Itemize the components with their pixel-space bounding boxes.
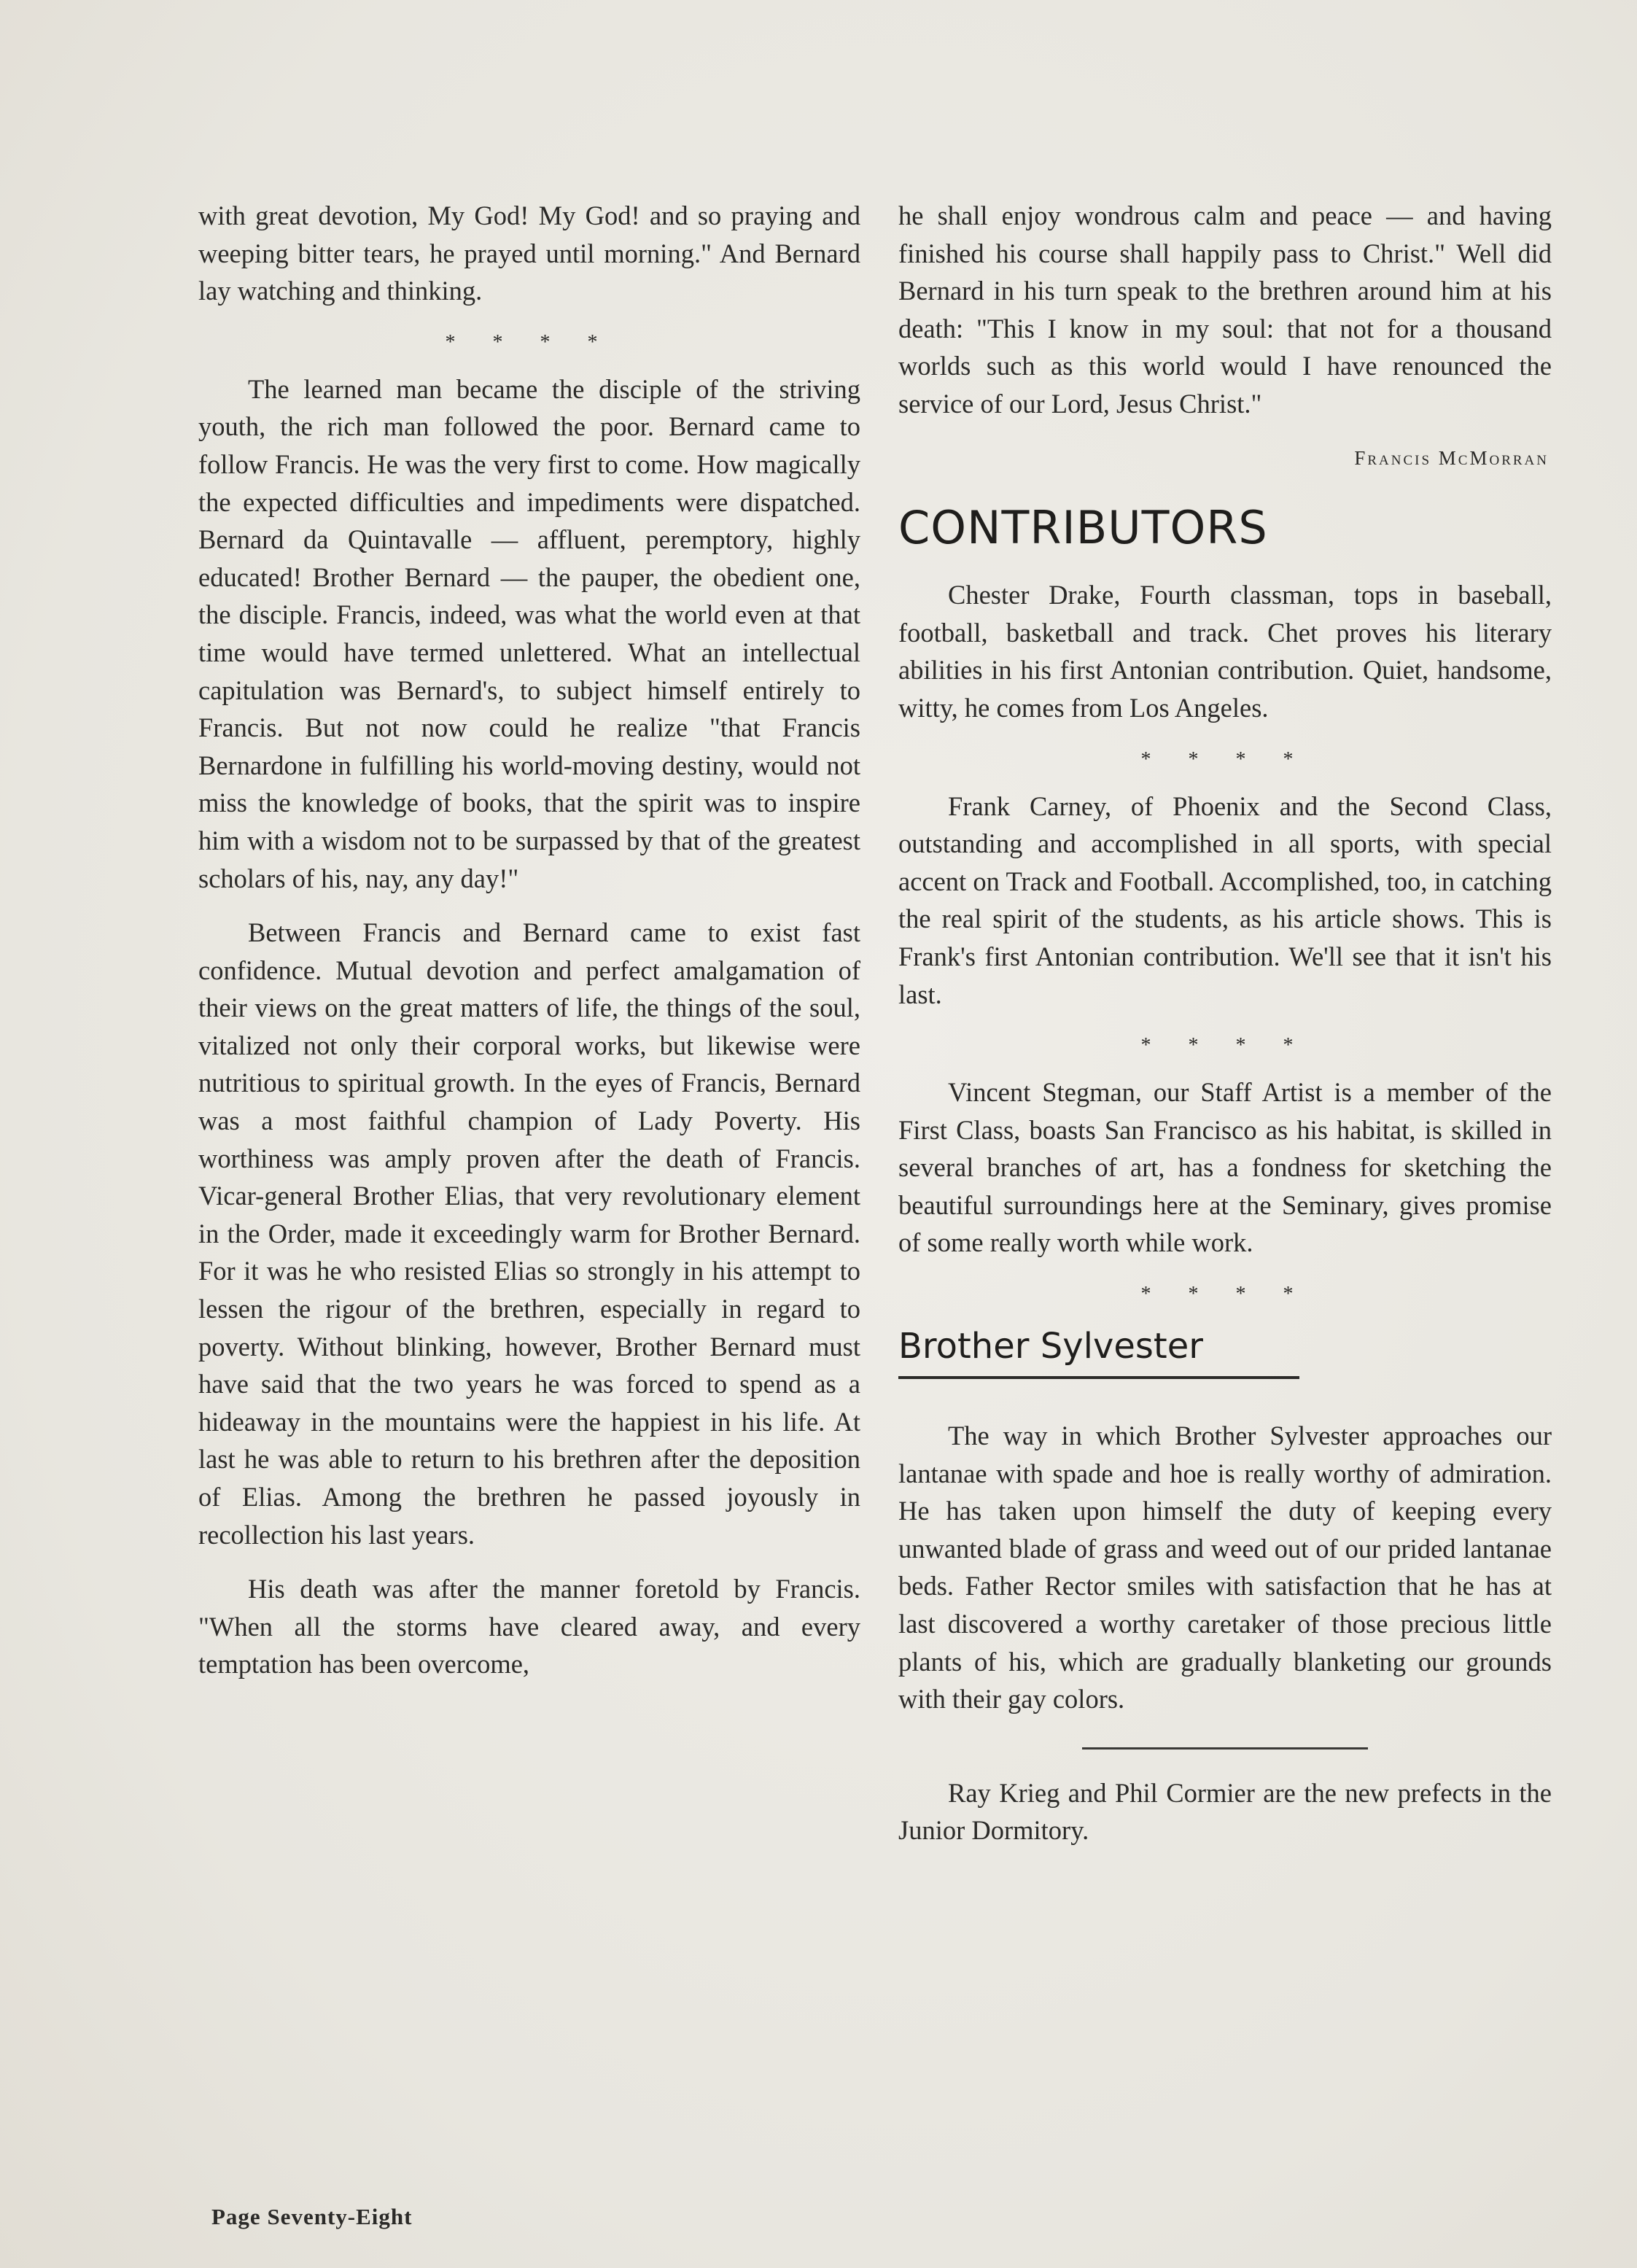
page-number: Page Seventy-Eight xyxy=(211,2204,413,2229)
body-paragraph: Ray Krieg and Phil Cormier are the new prefects in the Junior Dormitory. xyxy=(898,1777,1552,1846)
contributor-note: Chester Drake, Fourth classman, tops in baseball, football, basketball and track. Chet proves his literary abilities in his first Antonian contribution. Quiet, handsome, witty, he comes from Los Angeles. xyxy=(898,580,1552,723)
contributor-note: Vincent Stegman, our Staff Artist is a member of the First Class, boasts San Francisco as his habitat, is skilled in several branches of art, has a fondness for sketching the beautiful surroundings here at the Seminary, gives promise of some really worth while work. xyxy=(898,1077,1552,1258)
horizontal-rule xyxy=(1082,1747,1368,1749)
body-paragraph: with great devotion, My God! My God! and so praying and weeping bitter tears, he prayed until morning." And Bernard lay watching and thinking. xyxy=(198,201,860,306)
body-paragraph: The learned man became the disciple of the striving youth, the rich man followed the poor. Bernard came to follow Francis. He was the very first to come. How magically the expected difficulties and impediments were dispatched. Bernard da Quintavalle — affluent, peremptory, highly educated! Brother Bernard — the pauper, the obedient one, the disciple. Francis, indeed, was what the world even at that time would have termed unlettered. What an intellectual capitulation was Bernard's, to subject himself entirely to Francis. But not now could he realize "that Francis Bernardone in fulfilling his world-moving destiny, would not miss the knowledge of books, that the spirit was to inspire him with a wisdom not to be surpassed by that of the greatest scholars of his, nay, any day!" xyxy=(198,373,860,893)
section-separator-stars: * * * * xyxy=(445,330,614,354)
contributor-note: Frank Carney, of Phoenix and the Second Class, outstanding and accomplished in all sports, with special accent on Track and Football. Accomplished, too, in catching the real spirit of the students, as his article shows. This is Frank's first Antonian contribution. We'll see that it isn't his last. xyxy=(898,791,1552,1009)
body-paragraph: His death was after the manner foretold by Francis. "When all the storms have cleared away, and every temptation has been overcome, xyxy=(198,1574,860,1679)
brother-sylvester-heading: Brother Sylvester xyxy=(898,1322,1299,1379)
body-paragraph: Between Francis and Bernard came to exist fast confidence. Mutual devotion and perfect amalgamation of their views on the great matters of life, the things of the soul, vitalized not only their corporal works, but likewise were nutritious to spiritual growth. In the eyes of Francis, Bernard was a most faithful champion of Lady Poverty. His worthiness was amply proven after the death of Francis. Vicar-general Brother Elias, that very revolutionary element in the Order, made it exceedingly warm for Brother Bernard. For it was he who resisted Elias so strongly in his attempt to lessen the rigour of the brethren, especially in regard to poverty. Without blinking, however, Brother Bernard must have said that the two years he was forced to spend as a hideaway in the mountains were the happiest in his life. At last he was able to return to his brethren after the deposition of Elias. Among the brethren he passed joyously in recollection his last years. xyxy=(198,917,860,1550)
body-paragraph: The way in which Brother Sylvester approaches our lantanae with spade and hoe is really worthy of admiration. He has taken upon himself the duty of keeping every unwanted blade of grass and weed out of our prided lantanae beds. Father Rector smiles with satisfaction that he has at last discovered a worthy caretaker of those precious little plants of his, which are gradually blanketing our grounds with their gay colors. xyxy=(898,1421,1552,1714)
body-paragraph: he shall enjoy wondrous calm and peace — and having finished his course shall happily pass to Christ." Well did Bernard in his turn speak to the brethren around him at his death: "This I know in my soul: that not for a thousand worlds such as this world would I have renounced the service of our Lord, Jesus Christ." xyxy=(898,201,1552,419)
section-separator-stars: * * * * xyxy=(1140,747,1310,771)
section-separator-stars: * * * * xyxy=(1140,1034,1310,1057)
contributors-heading: CONTRIBUTORS xyxy=(898,501,1268,555)
right-column xyxy=(898,197,1552,1866)
author-signature: Francis McMorran xyxy=(1354,446,1549,469)
left-column xyxy=(198,197,860,1700)
section-separator-stars: * * * * xyxy=(1140,1283,1310,1306)
